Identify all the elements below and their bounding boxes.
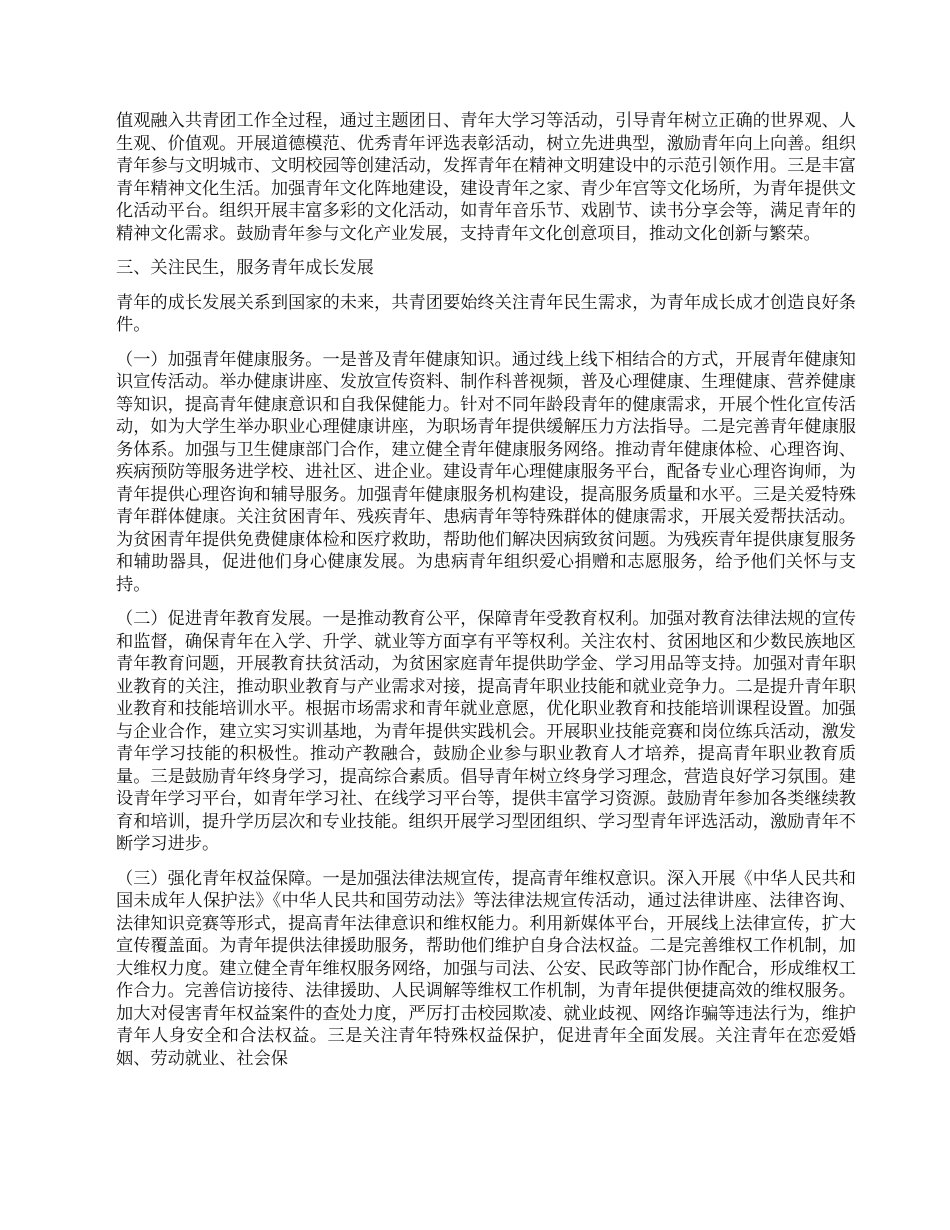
body-paragraph: （一）加强青年健康服务。一是普及青年健康知识。通过线上线下相结合的方式，开展青年健康知识宣传活动。举办健康讲座、发放宣传资料、制作科普视频，普及心理健康、生理健康、营养健康等知识，提高青年健康意识和自我保健能力。针对不同年龄段青年的健康需求，开展个性化宣传活动，如为大学生举办职业心理健康讲座，为职场青年提供缓解压力方法指导。二是完善青年健康服务体系。加强与卫生健康部门合作，建立健全青年健康服务网络。推动青年健康体检、心理咨询、疾病预防等服务进学校、进社区、进企业。建设青年心理健康服务平台，配备专业心理咨询师，为青年提供心理咨询和辅导服务。加强青年健康服务机构建设，提高服务质量和水平。三是关爱特殊青年群体健康。关注贫困青年、残疾青年、患病青年等特殊群体的健康需求，开展关爱帮扶活动。为贫困青年提供免费健康体检和医疗救助，帮助他们解决因病致贫问题。为残疾青年提供康复服务和辅助器具，促进他们身心健康发展。为患病青年组织爱心捐赠和志愿服务，给予他们关怀与支持。 [116,349,856,595]
body-paragraph: （二）促进青年教育发展。一是推动教育公平，保障青年受教育权利。加强对教育法律法规的宣传和监督，确保青年在入学、升学、就业等方面享有平等权利。关注农村、贫困地区和少数民族地区青年教育问题，开展教育扶贫活动，为贫困家庭青年提供助学金、学习用品等支持。加强对青年职业教育的关注，推动职业教育与产业需求对接，提高青年职业技能和就业竞争力。二是提升青年职业教育和技能培训水平。根据市场需求和青年就业意愿，优化职业教育和技能培训课程设置。加强与企业合作，建立实习实训基地，为青年提供实践机会。开展职业技能竞赛和岗位练兵活动，激发青年学习技能的积极性。推动产教融合，鼓励企业参与职业教育人才培养，提高青年职业教育质量。三是鼓励青年终身学习，提高综合素质。倡导青年树立终身学习理念，营造良好学习氛围。建设青年学习平台，如青年学习社、在线学习平台等，提供丰富学习资源。鼓励青年参加各类继续教育和培训，提升学历层次和专业技能。组织开展学习型团组织、学习型青年评选活动，激励青年不断学习进步。 [116,609,856,854]
section-heading: 三、关注民生，服务青年成长发展 [116,258,374,278]
body-paragraph: （三）强化青年权益保障。一是加强法律法规宣传，提高青年维权意识。深入开展《中华人民共和国未成年人保护法》《中华人民共和国劳动法》等法律法规宣传活动，通过法律讲座、法律咨询、法律知识竞赛等形式，提高青年法律意识和维权能力。利用新媒体平台，开展线上法律宣传，扩大宣传覆盖面。为青年提供法律援助服务，帮助他们维护自身合法权益。二是完善维权工作机制，加大维权力度。建立健全青年维权服务网络，加强与司法、公安、民政等部门协作配合，形成维权工作合力。完善信访接待、法律援助、人民调解等维权工作机制，为青年提供便捷高效的维权服务。加大对侵害青年权益案件的查处力度，严厉打击校园欺凌、就业歧视、网络诈骗等违法行为，维护青年人身安全和合法权益。三是关注青年特殊权益保护，促进青年全面发展。关注青年在恋爱婚姻、劳动就业、社会保 [116,868,856,1069]
body-paragraph: 值观融入共青团工作全过程，通过主题团日、青年大学习等活动，引导青年树立正确的世界观、人生观、价值观。开展道德模范、优秀青年评选表彰活动，树立先进典型，激励青年向上向善。组织青年参与文明城市、文明校园等创建活动，发挥青年在精神文明建设中的示范引领作用。三是丰富青年精神文化生活。加强青年文化阵地建设，建设青年之家、青少年宫等文化场所，为青年提供文化活动平台。组织开展丰富多彩的文化活动，如青年音乐节、戏剧节、读书分享会等，满足青年的精神文化需求。鼓励青年参与文化产业发展，支持青年文化创意项目，推动文化创新与繁荣。 [116,111,856,244]
document-body [116,110,856,1082]
body-paragraph: 青年的成长发展关系到国家的未来，共青团要始终关注青年民生需求，为青年成长成才创造良好条件。 [116,292,856,335]
